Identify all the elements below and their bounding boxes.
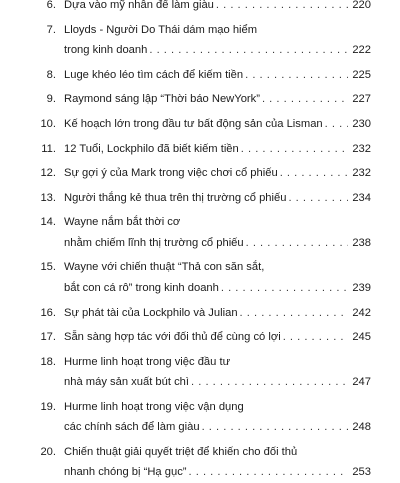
dot-leader (191, 372, 348, 393)
toc-entry[interactable] (0, 0, 400, 16)
toc-entry-title: Wayne với chiến thuật “Thả con săn sắt, (64, 261, 265, 274)
toc-entry-page-number: 227 (352, 93, 371, 106)
toc-entry-page-number: 248 (352, 421, 371, 434)
toc-entry-line (64, 114, 371, 135)
toc-entry-number: 8. (46, 68, 56, 81)
toc-entry-number: 19. (40, 400, 56, 413)
dot-leader (283, 327, 349, 348)
toc-entry-title: nhà máy sản xuất bút chì (64, 376, 190, 389)
toc-entry-title: Dựa vào mỹ nhân để làm giàu (64, 0, 214, 11)
dot-leader (241, 139, 349, 160)
toc-entry-line (64, 462, 371, 483)
toc-entry-number: 18. (40, 355, 56, 368)
toc-entry-line (64, 352, 230, 373)
dot-leader (221, 278, 348, 299)
toc-entry-line (64, 188, 371, 209)
toc-entry-number: 17. (40, 331, 56, 344)
dot-leader (288, 188, 348, 209)
toc-entry-title: bắt con cá rô” trong kinh doanh (64, 281, 219, 294)
toc-entry-number: 9. (46, 93, 56, 106)
toc-entry-number: 12. (40, 167, 56, 180)
toc-entry-title: Kế hoạch lớn trong đầu tư bất động sản của Lisman (64, 117, 323, 130)
toc-entry-line (64, 303, 371, 324)
toc-entry-page-number: 253 (352, 466, 371, 479)
toc-entry[interactable] (0, 212, 400, 253)
dot-leader (246, 233, 349, 254)
toc-entry-title: Lloyds - Người Do Thái dám mạo hiểm (64, 23, 258, 36)
dot-leader (262, 89, 348, 110)
toc-entry-line (64, 278, 371, 299)
toc-entry-page-number: 238 (352, 236, 371, 249)
toc-entry-number: 11. (41, 142, 56, 155)
toc-entry[interactable] (0, 65, 400, 86)
toc-entry-line (64, 372, 371, 393)
toc-entry-page-number: 232 (352, 142, 371, 155)
toc-entry-number: 10. (40, 117, 56, 130)
toc-entry[interactable] (0, 89, 400, 110)
toc-entry-number: 14. (40, 216, 56, 229)
toc-entry-title: Người thắng kẻ thua trên thị trường cổ phiếu (64, 191, 287, 204)
toc-entry-number: 7. (46, 23, 56, 36)
toc-entry-line (64, 163, 371, 184)
toc-entry-number: 20. (40, 445, 56, 458)
toc-entry-title: Raymond sáng lập “Thời báo NewYork” (64, 93, 260, 106)
toc-entry-page-number: 232 (352, 167, 371, 180)
toc-entry-title: Sự gợi ý của Mark trong việc chơi cổ phiếu (64, 167, 278, 180)
toc-entry[interactable] (0, 397, 400, 438)
toc-entry-page-number: 230 (352, 117, 371, 130)
toc-entry-line (64, 20, 257, 41)
dot-leader (202, 417, 349, 438)
toc-entry[interactable] (0, 139, 400, 160)
toc-entry-page-number: 239 (352, 281, 371, 294)
toc-entry-title: Luge khéo léo tìm cách để kiếm tiền (64, 68, 244, 81)
toc-entry-number: 16. (40, 306, 56, 319)
toc-entry-title: Chiến thuật giải quyết triệt để khiến cho đối thủ (64, 445, 298, 458)
toc-entry-title: Sự phát tài của Lockphilo và Julian (64, 306, 238, 319)
toc-entry-title: Hurme linh hoạt trong việc đầu tư (64, 355, 231, 368)
toc-entry-page-number: 247 (352, 376, 371, 389)
toc-entry-page-number: 225 (352, 68, 371, 81)
toc-entry-line (64, 0, 371, 16)
toc-entry-page-number: 234 (352, 191, 371, 204)
toc-entry-line (64, 257, 264, 278)
toc-entry-title: trong kinh doanh (64, 44, 148, 57)
dot-leader (240, 303, 349, 324)
dot-leader (216, 0, 348, 16)
toc-entry-page-number: 242 (352, 306, 371, 319)
toc-entry-title: nhằm chiếm lĩnh thị trường cổ phiếu (64, 236, 244, 249)
dot-leader (149, 40, 348, 61)
toc-entry[interactable] (0, 352, 400, 393)
toc-entry[interactable] (0, 303, 400, 324)
dot-leader (280, 163, 349, 184)
dot-leader (245, 65, 348, 86)
toc-entry[interactable] (0, 327, 400, 348)
toc-entry-page-number: 245 (352, 331, 371, 344)
toc-entry-title: nhanh chóng bị “Hạ gục” (64, 466, 187, 479)
toc-entry-line (64, 327, 371, 348)
toc-entry-page-number: 222 (352, 44, 371, 57)
toc-entry-number: 15. (40, 261, 56, 274)
toc-entry-title: Sẵn sàng hợp tác với đối thủ để cùng có lợi (64, 331, 281, 344)
toc-entry[interactable] (0, 20, 400, 61)
dot-leader (325, 114, 349, 135)
toc-entry-title: Hurme linh hoạt trong việc vận dụng (64, 400, 244, 413)
toc-entry[interactable] (0, 188, 400, 209)
dot-leader (189, 462, 349, 483)
toc-entry-number: 13. (40, 191, 56, 204)
toc-entry-line (64, 212, 180, 233)
toc-entry[interactable] (0, 442, 400, 483)
toc-entry-line (64, 40, 371, 61)
toc-entry-line (64, 89, 371, 110)
toc-entry-line (64, 65, 371, 86)
toc-entry[interactable] (0, 257, 400, 298)
toc-entry-line (64, 233, 371, 254)
toc-entry[interactable] (0, 163, 400, 184)
toc-entry-line (64, 139, 371, 160)
toc-entry-title: các chính sách để làm giàu (64, 421, 200, 434)
toc-entry-page-number: 220 (352, 0, 371, 11)
toc-entry-number: 6. (46, 0, 56, 11)
toc-entry-line (64, 442, 297, 463)
toc-entry[interactable] (0, 114, 400, 135)
toc-entry-title: Wayne nắm bắt thời cơ (64, 216, 181, 229)
toc-entry-title: 12 Tuổi, Lockphilo đã biết kiếm tiền (64, 142, 239, 155)
toc-entry-line (64, 417, 371, 438)
